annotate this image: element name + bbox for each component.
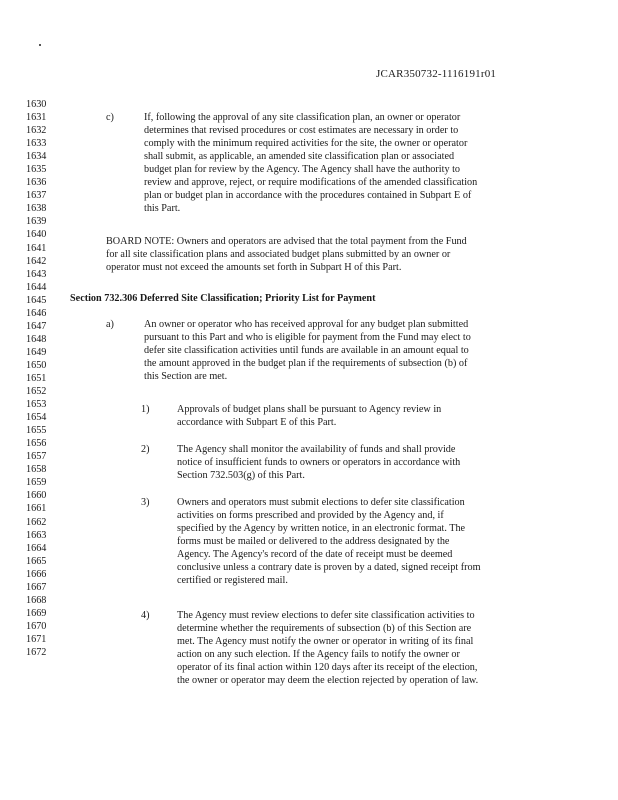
- text-line: defer site classification activities until funds are available in an amount equal to: [144, 345, 469, 356]
- line-number: 1646: [26, 307, 47, 319]
- line-number: 1672: [26, 646, 47, 658]
- text-line: pursuant to this Part and who is eligible for payment from the Fund may elect to: [144, 332, 471, 343]
- line-number: 1642: [26, 255, 47, 267]
- item-marker: 3): [141, 497, 150, 508]
- line-number: 1661: [26, 503, 47, 515]
- line-number: 1641: [26, 242, 47, 254]
- line-number: 1668: [26, 594, 47, 606]
- line-number: 1631: [26, 112, 47, 124]
- item-marker: 2): [141, 444, 150, 455]
- text-line: notice of insufficient funds to owners or operators in accordance with: [177, 457, 461, 468]
- item-text: [177, 403, 441, 429]
- line-number: 1671: [26, 633, 47, 645]
- board-note: [106, 235, 467, 274]
- line-number: 1660: [26, 490, 47, 502]
- line-number: 1657: [26, 451, 47, 463]
- line-number: 1640: [26, 229, 47, 241]
- text-line: shall submit, as applicable, an amended site classification plan or associated: [144, 151, 455, 162]
- text-line: Section 732.503(g) of this Part.: [177, 470, 305, 481]
- text-line: determines that revised procedures or cost estimates are necessary in order to: [144, 125, 459, 136]
- text-line: activities on forms prescribed and provided by the Agency and, if: [177, 510, 444, 521]
- text-line: budget plan for review by the Agency. The Agency shall have the authority to: [144, 164, 461, 175]
- text-line: accordance with Subpart E of this Part.: [177, 417, 337, 428]
- line-number: 1644: [26, 281, 47, 293]
- line-number: 1670: [26, 620, 47, 632]
- text-line: Agency. The Agency's record of the date of receipt must be deemed: [177, 549, 453, 560]
- text-line: An owner or operator who has received approval for any budget plan submitted: [144, 319, 469, 330]
- line-number: 1651: [26, 372, 47, 384]
- text-line: conclusive unless a contrary date is proven by a dated, signed receipt from: [177, 562, 481, 573]
- line-number: 1666: [26, 568, 47, 580]
- line-number: 1656: [26, 438, 47, 450]
- line-number: 1663: [26, 529, 47, 541]
- line-number: 1654: [26, 412, 47, 424]
- text-line: the owner or operator may deem the election rejected by operation of law.: [177, 675, 479, 686]
- text-line: met. The Agency must notify the owner or operator in writing of its final: [177, 636, 474, 647]
- text-line: this Part.: [144, 203, 181, 214]
- line-number: 1638: [26, 203, 47, 215]
- text-line: review and approve, reject, or require modifications of the amended classification: [144, 177, 478, 188]
- line-number: 1635: [26, 164, 47, 176]
- item-text: [177, 609, 478, 687]
- text-line: operator must not exceed the amounts set forth in Subpart H of this Part.: [106, 262, 402, 273]
- text-line: for all site classification plans and associated budget plans submitted by an owner or: [106, 249, 451, 260]
- line-number: 1652: [26, 386, 47, 398]
- line-number: 1636: [26, 177, 47, 189]
- text-line: specified by the Agency by written notice, in an electronic format. The: [177, 523, 466, 534]
- text-line: If, following the approval of any site classification plan, an owner or operator: [144, 112, 461, 123]
- line-number: 1639: [26, 216, 47, 228]
- text-line: the amount approved in the budget plan if the requirements of subsection (b) of: [144, 358, 468, 369]
- section-heading: Section 732.306 Deferred Site Classification; Priority List for Payment: [70, 293, 376, 304]
- line-number: 1659: [26, 477, 47, 489]
- text-line: BOARD NOTE: Owners and operators are advised that the total payment from the Fund: [106, 236, 467, 247]
- line-number: 1647: [26, 320, 47, 332]
- scan-speck: [39, 44, 41, 46]
- line-number: 1649: [26, 346, 47, 358]
- subsection-a-text: [144, 318, 471, 383]
- line-number: 1632: [26, 125, 47, 137]
- line-number: 1662: [26, 516, 47, 528]
- item-marker: 1): [141, 404, 150, 415]
- line-number: 1650: [26, 359, 47, 371]
- item-marker: 4): [141, 610, 150, 621]
- text-line: Owners and operators must submit elections to defer site classification: [177, 497, 465, 508]
- subsection-a-marker: a): [106, 319, 114, 330]
- line-number: 1634: [26, 151, 47, 163]
- text-line: plan or budget plan in accordance with the procedures contained in Subpart E of: [144, 190, 472, 201]
- line-number: 1669: [26, 607, 47, 619]
- line-number: 1653: [26, 399, 47, 411]
- line-number: 1664: [26, 542, 47, 554]
- text-line: Approvals of budget plans shall be pursuant to Agency review in: [177, 404, 442, 415]
- line-number: 1630: [26, 99, 47, 110]
- text-line: determine whether the requirements of subsection (b) of this Section are: [177, 623, 472, 634]
- line-number: 1667: [26, 581, 47, 593]
- subsection-c-text: [144, 111, 477, 215]
- line-number-column: [26, 98, 54, 659]
- item-text: [177, 496, 481, 587]
- line-number: 1633: [26, 138, 47, 150]
- text-line: The Agency shall monitor the availability of funds and shall provide: [177, 444, 456, 455]
- text-line: comply with the minimum required activities for the site, the owner or operator: [144, 138, 468, 149]
- text-line: operator of its final action within 120 days after its receipt of the election,: [177, 662, 478, 673]
- line-number: 1665: [26, 555, 47, 567]
- subsection-c-marker: c): [106, 112, 114, 123]
- text-line: certified or registered mail.: [177, 575, 288, 586]
- line-number: 1643: [26, 268, 47, 280]
- item-text: [177, 443, 460, 482]
- line-number: 1637: [26, 190, 47, 202]
- document-id: JCAR350732-1116191r01: [376, 68, 497, 80]
- line-number: 1645: [26, 294, 47, 306]
- text-line: The Agency must review elections to defer site classification activities to: [177, 610, 475, 621]
- line-number: 1658: [26, 464, 47, 476]
- text-line: action on any such election. If the Agency fails to notify the owner or: [177, 649, 460, 660]
- line-number: 1648: [26, 333, 47, 345]
- text-line: forms must be mailed or delivered to the address designated by the: [177, 536, 450, 547]
- text-line: this Section are met.: [144, 371, 228, 382]
- line-number: 1655: [26, 425, 47, 437]
